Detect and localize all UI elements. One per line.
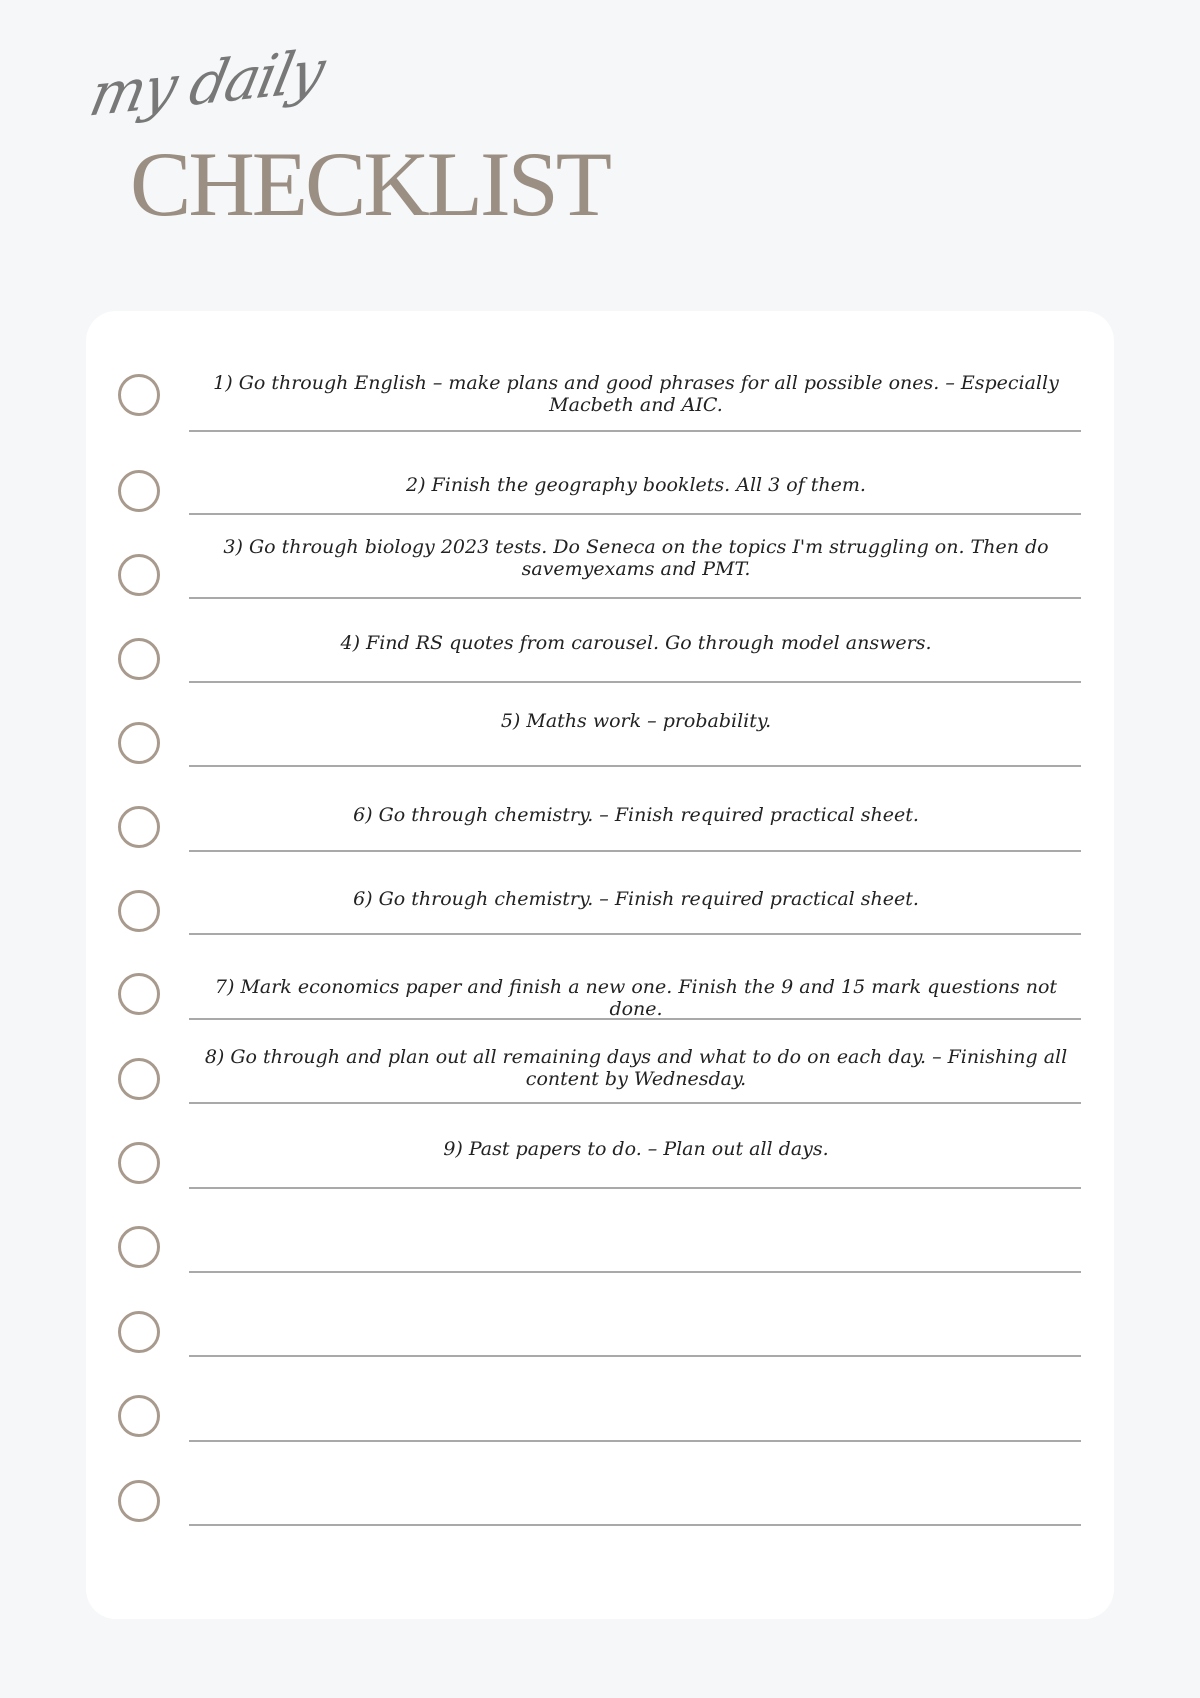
item-rule bbox=[189, 850, 1081, 852]
page-title: CHECKLIST bbox=[130, 133, 609, 235]
item-rule bbox=[189, 430, 1081, 432]
checkbox-circle[interactable] bbox=[118, 806, 160, 848]
checkbox-circle[interactable] bbox=[118, 1395, 160, 1437]
checklist-card bbox=[86, 311, 1114, 1619]
item-rule bbox=[189, 1271, 1081, 1273]
item-rule bbox=[189, 933, 1081, 935]
item-text: 9) Past papers to do. – Plan out all days. bbox=[443, 1138, 829, 1160]
item-text: 5) Maths work – probability. bbox=[500, 710, 772, 732]
item-text: 3) Go through biology 2023 tests. Do Seneca on the topics I'm struggling on. Then do savemyexams and PMT. bbox=[223, 536, 1049, 580]
checkbox-circle[interactable] bbox=[118, 890, 160, 932]
checkbox-circle[interactable] bbox=[118, 1058, 160, 1100]
item-rule bbox=[189, 1102, 1081, 1104]
item-rule bbox=[189, 1187, 1081, 1189]
item-text: 6) Go through chemistry. – Finish required practical sheet. bbox=[353, 804, 919, 826]
checkbox-circle[interactable] bbox=[118, 470, 160, 512]
checkbox-circle[interactable] bbox=[118, 1226, 160, 1268]
item-rule bbox=[189, 1355, 1081, 1357]
checklist-item bbox=[86, 311, 1114, 395]
item-text: 6) Go through chemistry. – Finish required practical sheet. bbox=[353, 888, 919, 910]
item-text: 1) Go through English – make plans and good phrases for all possible ones. – Especially Macbeth and AIC. bbox=[213, 372, 1059, 416]
checkbox-circle[interactable] bbox=[118, 1311, 160, 1353]
page-header bbox=[0, 0, 1200, 260]
script-title: my daily bbox=[84, 35, 330, 130]
checkbox-circle[interactable] bbox=[118, 638, 160, 680]
item-text: 2) Finish the geography booklets. All 3 of them. bbox=[406, 474, 866, 496]
item-rule bbox=[189, 765, 1081, 767]
checkbox-circle[interactable] bbox=[118, 1142, 160, 1184]
item-text: 8) Go through and plan out all remaining days and what to do on each day. – Finishing all content by Wednesday. bbox=[204, 1046, 1068, 1090]
checkbox-circle[interactable] bbox=[118, 554, 160, 596]
item-rule bbox=[189, 1524, 1081, 1526]
item-rule bbox=[189, 597, 1081, 599]
item-rule bbox=[189, 513, 1081, 515]
item-rule bbox=[189, 1440, 1081, 1442]
checkbox-circle[interactable] bbox=[118, 722, 160, 764]
item-rule bbox=[189, 1018, 1081, 1020]
item-rule bbox=[189, 681, 1081, 683]
item-text: 7) Mark economics paper and finish a new one. Finish the 9 and 15 mark questions not done. bbox=[214, 976, 1058, 1020]
item-text: 4) Find RS quotes from carousel. Go through model answers. bbox=[340, 632, 932, 654]
checkbox-circle[interactable] bbox=[118, 973, 160, 1015]
checkbox-circle[interactable] bbox=[118, 1480, 160, 1522]
